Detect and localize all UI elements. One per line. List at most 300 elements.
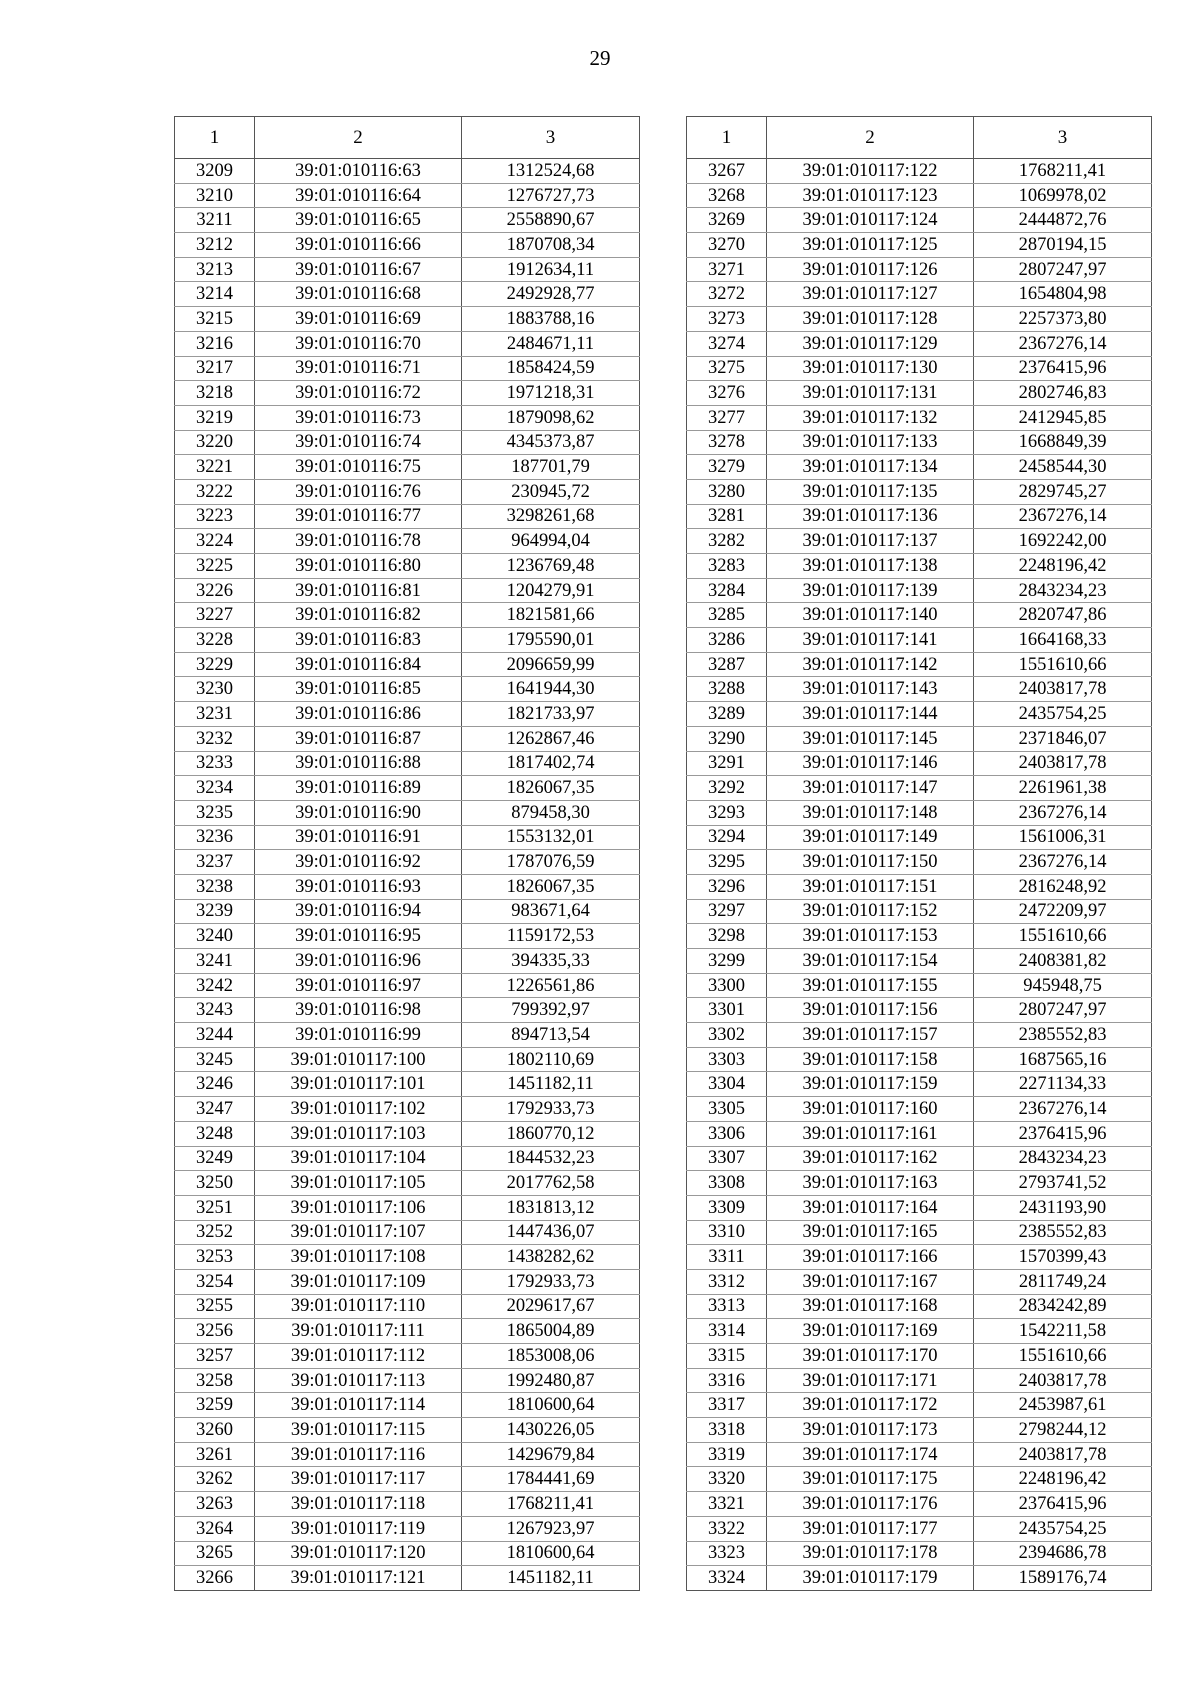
row-number: 3213 [175,257,255,282]
cadastral-number: 39:01:010117:101 [255,1072,462,1097]
cadastral-number: 39:01:010116:94 [255,899,462,924]
value-cell: 2096659,99 [462,652,640,677]
row-number: 3302 [687,1023,767,1048]
table-row [687,998,1152,1023]
value-cell: 1451182,11 [462,1072,640,1097]
table-row [175,1492,640,1517]
value-cell: 1853008,06 [462,1344,640,1369]
table-row [175,1220,640,1245]
cadastral-number: 39:01:010116:82 [255,603,462,628]
cadastral-number: 39:01:010117:140 [767,603,974,628]
cadastral-number: 39:01:010117:103 [255,1121,462,1146]
row-number: 3293 [687,800,767,825]
row-number: 3310 [687,1220,767,1245]
table-row [175,307,640,332]
row-number: 3241 [175,949,255,974]
value-cell: 1879098,62 [462,405,640,430]
cadastral-number: 39:01:010117:169 [767,1319,974,1344]
value-cell: 2843234,23 [974,578,1152,603]
cadastral-number: 39:01:010116:76 [255,479,462,504]
table-row [175,257,640,282]
value-cell: 2385552,83 [974,1220,1152,1245]
row-number: 3272 [687,282,767,307]
table-row [687,554,1152,579]
value-cell: 1912634,11 [462,257,640,282]
cadastral-number: 39:01:010117:117 [255,1467,462,1492]
cadastral-number: 39:01:010117:175 [767,1467,974,1492]
row-number: 3319 [687,1442,767,1467]
table-row [687,183,1152,208]
cadastral-number: 39:01:010117:120 [255,1541,462,1566]
cadastral-number: 39:01:010117:146 [767,751,974,776]
row-number: 3317 [687,1393,767,1418]
cadastral-number: 39:01:010117:110 [255,1294,462,1319]
table-row [687,1516,1152,1541]
value-cell: 187701,79 [462,455,640,480]
table-row [687,1269,1152,1294]
row-number: 3211 [175,208,255,233]
row-number: 3291 [687,751,767,776]
row-number: 3267 [687,159,767,184]
row-number: 3218 [175,381,255,406]
value-cell: 2870194,15 [974,233,1152,258]
cadastral-number: 39:01:010116:90 [255,800,462,825]
row-number: 3228 [175,628,255,653]
table-row [687,356,1152,381]
value-cell: 983671,64 [462,899,640,924]
row-number: 3221 [175,455,255,480]
value-cell: 2271134,33 [974,1072,1152,1097]
value-cell: 1561006,31 [974,825,1152,850]
table-row [687,1146,1152,1171]
column-header-2: 2 [767,117,974,159]
table-row [687,677,1152,702]
table-row [175,800,640,825]
table-row [175,1023,640,1048]
cadastral-number: 39:01:010117:168 [767,1294,974,1319]
table-row [687,874,1152,899]
value-cell: 1858424,59 [462,356,640,381]
cadastral-number: 39:01:010116:68 [255,282,462,307]
table-row [687,1245,1152,1270]
cadastral-number: 39:01:010116:71 [255,356,462,381]
cadastral-number: 39:01:010116:96 [255,949,462,974]
row-number: 3257 [175,1344,255,1369]
value-cell: 2435754,25 [974,1516,1152,1541]
table-row [687,800,1152,825]
cadastral-number: 39:01:010116:84 [255,652,462,677]
value-cell: 1159172,53 [462,924,640,949]
cadastral-number: 39:01:010117:176 [767,1492,974,1517]
cadastral-number: 39:01:010117:102 [255,1097,462,1122]
cadastral-number: 39:01:010116:92 [255,850,462,875]
row-number: 3252 [175,1220,255,1245]
row-number: 3296 [687,874,767,899]
value-cell: 1768211,41 [974,159,1152,184]
cadastral-number: 39:01:010116:99 [255,1023,462,1048]
value-cell: 2403817,78 [974,1442,1152,1467]
row-number: 3287 [687,652,767,677]
value-cell: 1826067,35 [462,874,640,899]
value-cell: 2385552,83 [974,1023,1152,1048]
column-header-1: 1 [687,117,767,159]
column-header-3: 3 [462,117,640,159]
table-row [687,307,1152,332]
cadastral-number: 39:01:010117:125 [767,233,974,258]
table-row [175,1393,640,1418]
cadastral-number: 39:01:010116:95 [255,924,462,949]
row-number: 3273 [687,307,767,332]
row-number: 3277 [687,405,767,430]
table-row [175,603,640,628]
table-row [175,183,640,208]
value-cell: 2484671,11 [462,331,640,356]
cadastral-number: 39:01:010116:75 [255,455,462,480]
row-number: 3288 [687,677,767,702]
value-cell: 1451182,11 [462,1566,640,1591]
table-row [687,1442,1152,1467]
table-row [175,726,640,751]
cadastral-number: 39:01:010116:86 [255,702,462,727]
row-number: 3320 [687,1467,767,1492]
value-cell: 2816248,92 [974,874,1152,899]
row-number: 3253 [175,1245,255,1270]
table-row [175,949,640,974]
header-row [687,117,1152,159]
value-cell: 2371846,07 [974,726,1152,751]
value-cell: 964994,04 [462,529,640,554]
value-cell: 1641944,30 [462,677,640,702]
row-number: 3223 [175,504,255,529]
value-cell: 1236769,48 [462,554,640,579]
value-cell: 3298261,68 [462,504,640,529]
row-number: 3281 [687,504,767,529]
value-cell: 1069978,02 [974,183,1152,208]
value-cell: 2248196,42 [974,1467,1152,1492]
cadastral-number: 39:01:010117:170 [767,1344,974,1369]
table-row [175,1171,640,1196]
row-number: 3269 [687,208,767,233]
table-row [175,1245,640,1270]
column-header-2: 2 [255,117,462,159]
value-cell: 1430226,05 [462,1418,640,1443]
value-cell: 2558890,67 [462,208,640,233]
row-number: 3259 [175,1393,255,1418]
row-number: 3307 [687,1146,767,1171]
row-number: 3305 [687,1097,767,1122]
cadastral-number: 39:01:010116:64 [255,183,462,208]
cadastral-number: 39:01:010117:151 [767,874,974,899]
row-number: 3270 [687,233,767,258]
row-number: 3231 [175,702,255,727]
value-cell: 1787076,59 [462,850,640,875]
cadastral-number: 39:01:010117:134 [767,455,974,480]
cadastral-number: 39:01:010116:67 [255,257,462,282]
value-cell: 1795590,01 [462,628,640,653]
row-number: 3318 [687,1418,767,1443]
table-row [175,356,640,381]
table-row [175,529,640,554]
cadastral-number: 39:01:010117:148 [767,800,974,825]
value-cell: 1992480,87 [462,1368,640,1393]
row-number: 3255 [175,1294,255,1319]
cadastral-number: 39:01:010116:93 [255,874,462,899]
table-row [175,554,640,579]
row-number: 3233 [175,751,255,776]
cadastral-number: 39:01:010117:109 [255,1269,462,1294]
table-row [687,257,1152,282]
value-cell: 1668849,39 [974,430,1152,455]
value-cell: 1551610,66 [974,1344,1152,1369]
row-number: 3265 [175,1541,255,1566]
cadastral-number: 39:01:010117:105 [255,1171,462,1196]
table-row [687,850,1152,875]
table-row [175,825,640,850]
row-number: 3242 [175,973,255,998]
cadastral-number: 39:01:010117:123 [767,183,974,208]
value-cell: 799392,97 [462,998,640,1023]
table-row [687,973,1152,998]
value-cell: 1276727,73 [462,183,640,208]
cadastral-number: 39:01:010117:121 [255,1566,462,1591]
row-number: 3214 [175,282,255,307]
row-number: 3224 [175,529,255,554]
table-row [687,702,1152,727]
table-row [175,1195,640,1220]
table-row [175,331,640,356]
table-row [175,1097,640,1122]
row-number: 3314 [687,1319,767,1344]
table-row [175,1541,640,1566]
value-cell: 2367276,14 [974,800,1152,825]
table-row [687,1344,1152,1369]
column-header-1: 1 [175,117,255,159]
cadastral-number: 39:01:010117:114 [255,1393,462,1418]
row-number: 3275 [687,356,767,381]
cadastral-number: 39:01:010117:159 [767,1072,974,1097]
cadastral-number: 39:01:010117:152 [767,899,974,924]
table-row [687,1097,1152,1122]
row-number: 3266 [175,1566,255,1591]
value-cell: 1802110,69 [462,1047,640,1072]
table-row [175,455,640,480]
row-number: 3298 [687,924,767,949]
table-row [687,282,1152,307]
cadastral-number: 39:01:010117:100 [255,1047,462,1072]
cadastral-number: 39:01:010117:165 [767,1220,974,1245]
cadastral-number: 39:01:010117:119 [255,1516,462,1541]
table-row [687,529,1152,554]
value-cell: 1865004,89 [462,1319,640,1344]
cadastral-number: 39:01:010117:161 [767,1121,974,1146]
value-cell: 2802746,83 [974,381,1152,406]
cadastral-number: 39:01:010117:147 [767,776,974,801]
cadastral-number: 39:01:010117:177 [767,1516,974,1541]
value-cell: 2807247,97 [974,257,1152,282]
cadastral-number: 39:01:010117:163 [767,1171,974,1196]
row-number: 3232 [175,726,255,751]
cadastral-number: 39:01:010116:83 [255,628,462,653]
value-cell: 230945,72 [462,479,640,504]
row-number: 3279 [687,455,767,480]
value-cell: 2376415,96 [974,1492,1152,1517]
value-cell: 1589176,74 [974,1566,1152,1591]
cadastral-number: 39:01:010116:91 [255,825,462,850]
row-number: 3239 [175,899,255,924]
row-number: 3312 [687,1269,767,1294]
cadastral-number: 39:01:010116:88 [255,751,462,776]
value-cell: 1810600,64 [462,1393,640,1418]
value-cell: 1692242,00 [974,529,1152,554]
table-row [687,1393,1152,1418]
value-cell: 1551610,66 [974,924,1152,949]
value-cell: 1792933,73 [462,1269,640,1294]
row-number: 3222 [175,479,255,504]
table-row [687,1319,1152,1344]
row-number: 3292 [687,776,767,801]
right-table [686,116,1152,1591]
row-number: 3294 [687,825,767,850]
cadastral-number: 39:01:010117:145 [767,726,974,751]
value-cell: 1860770,12 [462,1121,640,1146]
row-number: 3247 [175,1097,255,1122]
cadastral-number: 39:01:010117:167 [767,1269,974,1294]
cadastral-number: 39:01:010116:77 [255,504,462,529]
value-cell: 894713,54 [462,1023,640,1048]
table-row [687,652,1152,677]
value-cell: 1687565,16 [974,1047,1152,1072]
cadastral-number: 39:01:010117:173 [767,1418,974,1443]
row-number: 3212 [175,233,255,258]
value-cell: 2444872,76 [974,208,1152,233]
left-table-body [175,159,640,1591]
value-cell: 2811749,24 [974,1269,1152,1294]
row-number: 3274 [687,331,767,356]
cadastral-number: 39:01:010117:126 [767,257,974,282]
value-cell: 2367276,14 [974,1097,1152,1122]
row-number: 3322 [687,1516,767,1541]
cadastral-number: 39:01:010117:108 [255,1245,462,1270]
row-number: 3264 [175,1516,255,1541]
row-number: 3234 [175,776,255,801]
row-number: 3250 [175,1171,255,1196]
value-cell: 2492928,77 [462,282,640,307]
row-number: 3276 [687,381,767,406]
table-row [175,899,640,924]
value-cell: 2798244,12 [974,1418,1152,1443]
cadastral-number: 39:01:010117:141 [767,628,974,653]
right-table-body [687,159,1152,1591]
row-number: 3299 [687,949,767,974]
table-row [687,726,1152,751]
cadastral-number: 39:01:010117:127 [767,282,974,307]
page-number: 29 [589,46,611,70]
cadastral-number: 39:01:010117:144 [767,702,974,727]
cadastral-number: 39:01:010117:133 [767,430,974,455]
row-number: 3311 [687,1245,767,1270]
row-number: 3285 [687,603,767,628]
table-row [175,233,640,258]
value-cell: 1312524,68 [462,159,640,184]
value-cell: 1267923,97 [462,1516,640,1541]
cadastral-number: 39:01:010117:156 [767,998,974,1023]
cadastral-number: 39:01:010117:135 [767,479,974,504]
cadastral-number: 39:01:010116:80 [255,554,462,579]
table-row [175,479,640,504]
cadastral-number: 39:01:010117:155 [767,973,974,998]
table-row [175,1294,640,1319]
column-header-3: 3 [974,117,1152,159]
table-row [687,603,1152,628]
value-cell: 2431193,90 [974,1195,1152,1220]
table-row [687,405,1152,430]
value-cell: 2834242,89 [974,1294,1152,1319]
value-cell: 1204279,91 [462,578,640,603]
row-number: 3254 [175,1269,255,1294]
table-row [687,924,1152,949]
cadastral-number: 39:01:010116:85 [255,677,462,702]
cadastral-number: 39:01:010117:179 [767,1566,974,1591]
table-row [687,1566,1152,1591]
value-cell: 2367276,14 [974,331,1152,356]
table-row [175,159,640,184]
table-row [687,628,1152,653]
cadastral-number: 39:01:010116:73 [255,405,462,430]
table-row [175,1467,640,1492]
value-cell: 2376415,96 [974,1121,1152,1146]
table-row [175,973,640,998]
value-cell: 879458,30 [462,800,640,825]
value-cell: 2458544,30 [974,455,1152,480]
value-cell: 2029617,67 [462,1294,640,1319]
row-number: 3324 [687,1566,767,1591]
table-row [175,208,640,233]
row-number: 3313 [687,1294,767,1319]
row-number: 3315 [687,1344,767,1369]
table-row [687,1195,1152,1220]
row-number: 3278 [687,430,767,455]
row-number: 3238 [175,874,255,899]
cadastral-number: 39:01:010116:66 [255,233,462,258]
cadastral-number: 39:01:010117:138 [767,554,974,579]
cadastral-number: 39:01:010117:104 [255,1146,462,1171]
table-row [687,1171,1152,1196]
value-cell: 2367276,14 [974,850,1152,875]
cadastral-number: 39:01:010117:124 [767,208,974,233]
table-row [687,1368,1152,1393]
table-row [175,1121,640,1146]
cadastral-number: 39:01:010117:132 [767,405,974,430]
row-number: 3226 [175,578,255,603]
value-cell: 1570399,43 [974,1245,1152,1270]
table-row [687,1492,1152,1517]
row-number: 3261 [175,1442,255,1467]
value-cell: 1262867,46 [462,726,640,751]
table-row [687,578,1152,603]
row-number: 3217 [175,356,255,381]
cadastral-number: 39:01:010117:154 [767,949,974,974]
cadastral-number: 39:01:010116:98 [255,998,462,1023]
row-number: 3209 [175,159,255,184]
header-row [175,117,640,159]
row-number: 3220 [175,430,255,455]
value-cell: 2394686,78 [974,1541,1152,1566]
value-cell: 1810600,64 [462,1541,640,1566]
cadastral-number: 39:01:010117:128 [767,307,974,332]
row-number: 3303 [687,1047,767,1072]
value-cell: 2403817,78 [974,751,1152,776]
cadastral-number: 39:01:010117:116 [255,1442,462,1467]
